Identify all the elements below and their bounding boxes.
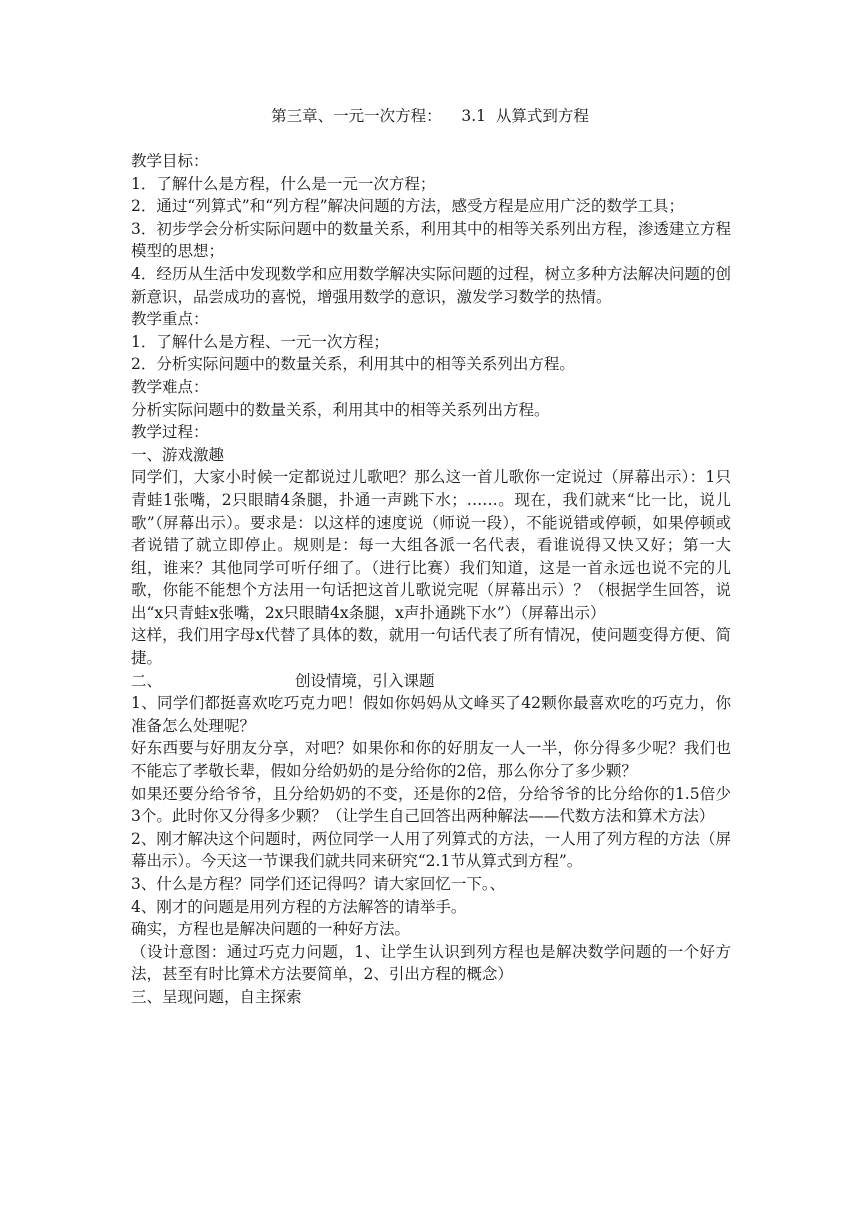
part-two-heading: 二、 创设情境，引入课题 — [131, 671, 435, 690]
key-point-item: 1．了解什么是方程、一元一次方程； — [131, 332, 389, 351]
paragraph: 4、刚才的问题是用列方程的方法解答的请举手。 — [131, 897, 467, 916]
objective-item: 1．了解什么是方程，什么是一元一次方程； — [131, 174, 436, 193]
paragraph: 确实，方程也是解决问题的一种好方法。 — [131, 920, 411, 939]
section-label-process: 教学过程： — [131, 423, 209, 442]
paragraph: 如果还要分给爷爷，且分给奶奶的不变，还是你的2倍，分给爷爷的比分给你的1.5倍少3个。此时你又分得多少颗？（让学生自己回答出两种解法——代数方法和算术方法） — [131, 784, 731, 826]
section-label-key-points: 教学重点： — [131, 310, 209, 329]
part-three-heading: 三、呈现问题，自主探索 — [131, 987, 302, 1006]
paragraph: 3、什么是方程？同学们还记得吗？请大家回忆一下。、 — [131, 875, 506, 893]
paragraph: 同学们，大家小时候一定都说过儿歌吧？那么这一首儿歌你一定说过（屏幕出示）：1只青蛙1张嘴，2只眼睛4条腿，扑通一声跳下水；……。现在，我们就来“比一比，说儿歌”（屏幕出示）。要求是：以这样的速度说（师说一段），不能说错或停顿，如果停顿或者说错了就立即停止。规则是：每一大组各派一名代表，看谁说得又快又好；第一大组，谁来？其他同学可听仔细了。（进行比赛）我们知道，这是一首永远也说不完的儿歌，你能不能想个方法用一句话把这首儿歌说完呢（屏幕出示）？（根据学生回答，说出“x只青蛙x张嘴，2x只眼睛4x条腿，x声扑通跳下水”）（屏幕出示） — [131, 468, 731, 622]
objective-item: 2．通过“列算式”和“列方程”解决问题的方法，感受方程是应用广泛的数学工具； — [131, 197, 685, 216]
section-label-objectives: 教学目标： — [131, 152, 209, 170]
objective-item: 4．经历从生活中发现数学和应用数学解决实际问题的过程，树立多种方法解决问题的创新意识，品尝成功的喜悦，增强用数学的意识，激发学习数学的热情。 — [131, 264, 731, 306]
paragraph: 这样，我们用字母x代替了具体的数，就用一句话代表了所有情况，使问题变得方便、简捷。 — [131, 626, 731, 668]
paragraph: 2、刚才解决这个问题时，两位同学一人用了列算式的方法，一人用了列方程的方法（屏幕出示）。今天这一节课我们就共同来研究“2.1节从算式到方程”。 — [131, 829, 731, 871]
part-one-heading: 一、游戏激趣 — [131, 445, 225, 464]
design-intent-note: （设计意图：通过巧克力问题，1、让学生认识到列方程也是解决数学问题的一个好方法，甚至有时比算术方法要简单，2、引出方程的概念） — [131, 942, 731, 984]
objective-item: 3．初步学会分析实际问题中的数量关系，利用其中的相等关系列出方程，渗透建立方程模型的思想； — [131, 219, 731, 261]
paragraph: 好东西要与好朋友分享，对吧？如果你和你的好朋友一人一半，你分得多少呢？我们也不能忘了孝敬长辈，假如分给奶奶的是分给你的2倍，那么你分了多少颗？ — [131, 739, 731, 781]
document-title: 第三章、一元一次方程： 3.1 从算式到方程 — [271, 107, 589, 125]
section-label-difficulties: 教学难点： — [131, 377, 209, 396]
document-body — [131, 150, 731, 1009]
paragraph: 1、同学们都挺喜欢吃巧克力吧！假如你妈妈从文峰买了42颗你最喜欢吃的巧克力，你准备怎么处理呢？ — [131, 694, 731, 735]
difficulty-text: 分析实际问题中的数量关系，利用其中的相等关系列出方程。 — [131, 400, 550, 419]
key-point-item: 2．分析实际问题中的数量关系，利用其中的相等关系列出方程。 — [131, 355, 575, 374]
